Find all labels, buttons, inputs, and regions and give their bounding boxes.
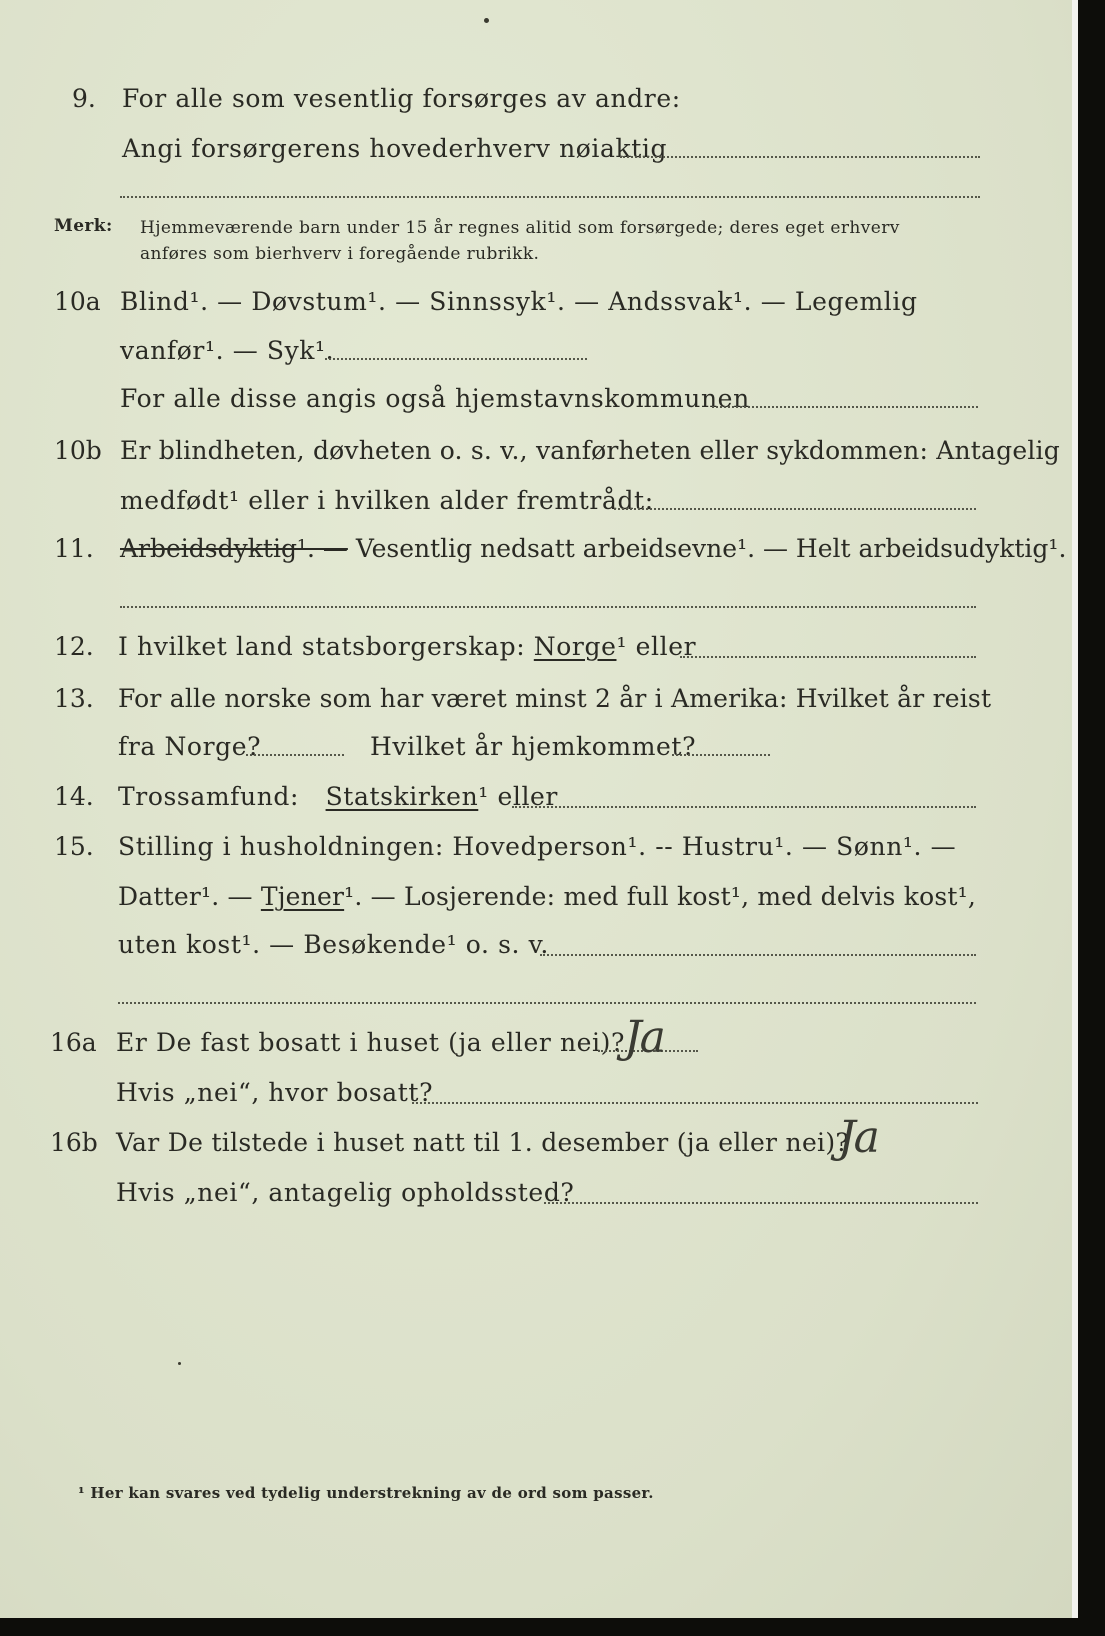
merk-label: Merk: [54,216,113,236]
q16a-number: 16a [50,1028,97,1057]
q10a-line2: vanfør¹. — Syk¹. [120,336,335,365]
ink-speck [484,18,489,23]
q13-hjemkommet-line[interactable] [672,754,770,756]
q10b-line2: medfødt¹ eller i hvilken alder fremtrådt: [120,486,654,515]
q13-line2b: Hvilket år hjemkommet? [370,732,697,761]
q12-line [118,632,696,661]
q9-number: 9. [72,84,96,113]
q12-prompt: I hvilket land statsborgerskap: [118,632,526,661]
q13-line1: For alle norske som har været minst 2 år i Amerika: Hvilket år reist [118,684,992,713]
q16b-line2: Hvis „nei“, antagelig opholdssted? [116,1178,575,1207]
q16b-line1: Var De tilstede i huset natt til 1. desember (ja eller nei)? [116,1128,850,1157]
q15-datter[interactable]: Datter¹. — [118,882,253,911]
q15-answer-line[interactable] [540,954,976,956]
q13-number: 13. [54,684,94,713]
q11-number: 11. [54,534,94,563]
scan-edge-right [1072,0,1105,1636]
q15-line3: uten kost¹. — Besøkende¹ o. s. v. [118,930,549,959]
q10a-answer-line[interactable] [325,358,587,360]
ink-speck [178,1362,181,1365]
q16a-bosatt-line[interactable] [412,1102,978,1104]
q16a-line1: Er De fast bosatt i huset (ja eller nei)? [116,1028,625,1057]
q16b-handwritten-answer: Ja [838,1112,878,1163]
q11-option-arbeidsdyktig[interactable]: Arbeidsdyktig¹. — [120,534,348,563]
q15-line2-rest[interactable]: ¹. — Losjerende: med full kost¹, med delvis kost¹, [344,882,976,911]
q9-answer-line-2[interactable] [120,196,980,198]
q10a-hjemstavn-line[interactable] [712,406,978,408]
q13-line2a: fra Norge? [118,732,262,761]
q15-number: 15. [54,832,94,861]
merk-line1: Hjemmeværende barn under 15 år regnes alitid som forsørgede; deres eget erhverv [140,218,900,238]
q11-answer-line[interactable] [120,606,976,608]
q10b-answer-line[interactable] [614,508,976,510]
footnote: ¹ Her kan svares ved tydelig understrekning av de ord som passer. [78,1484,654,1502]
q12-option-norge[interactable]: Norge [533,632,617,661]
q15-answer-line-2[interactable] [118,1002,976,1004]
q14-option-statskirken[interactable]: Statskirken [325,782,479,811]
q11-options-rest[interactable]: Vesentlig nedsatt arbeidsevne¹. — Helt arbeidsudyktig¹. [355,534,1067,563]
q12-answer-line[interactable] [680,656,976,658]
q16b-number: 16b [50,1128,98,1157]
q16a-line2: Hvis „nei“, hvor bosatt? [116,1078,434,1107]
q10b-number: 10b [54,436,102,465]
q14-post: ¹ eller [478,782,558,811]
q10a-line1: Blind¹. — Døvstum¹. — Sinnssyk¹. — Andssvak¹. — Legemlig [120,287,918,316]
q11-line [120,534,1066,563]
q14-prompt: Trossamfund: [118,782,300,811]
q15-line1: Stilling i husholdningen: Hovedperson¹. -- Hustru¹. — Sønn¹. — [118,832,957,861]
q9-line2: Angi forsørgerens hovederhverv nøiaktig [122,134,668,163]
q12-post: ¹ eller [616,632,697,661]
q14-answer-line[interactable] [512,806,976,808]
q10a-line3: For alle disse angis også hjemstavnskommunen [120,384,750,413]
q14-number: 14. [54,782,94,811]
q14-line [118,782,558,811]
q9-answer-line[interactable] [620,156,980,158]
merk-line2: anføres som bierhverv i foregående rubrikk. [140,244,540,264]
q16b-opholdssted-line[interactable] [544,1202,978,1204]
q13-reist-line[interactable] [246,754,344,756]
q9-line1: For alle som vesentlig forsørges av andre: [122,84,681,113]
q12-number: 12. [54,632,94,661]
q16a-handwritten-answer: Ja [624,1012,664,1063]
scan-edge-bottom [0,1618,1105,1636]
q10b-line1: Er blindheten, døvheten o. s. v., vanførheten eller sykdommen: Antagelig [120,436,1060,465]
q10a-number: 10a [54,287,101,316]
q15-option-tjener[interactable]: Tjener [260,882,345,911]
q15-line2 [118,882,976,911]
